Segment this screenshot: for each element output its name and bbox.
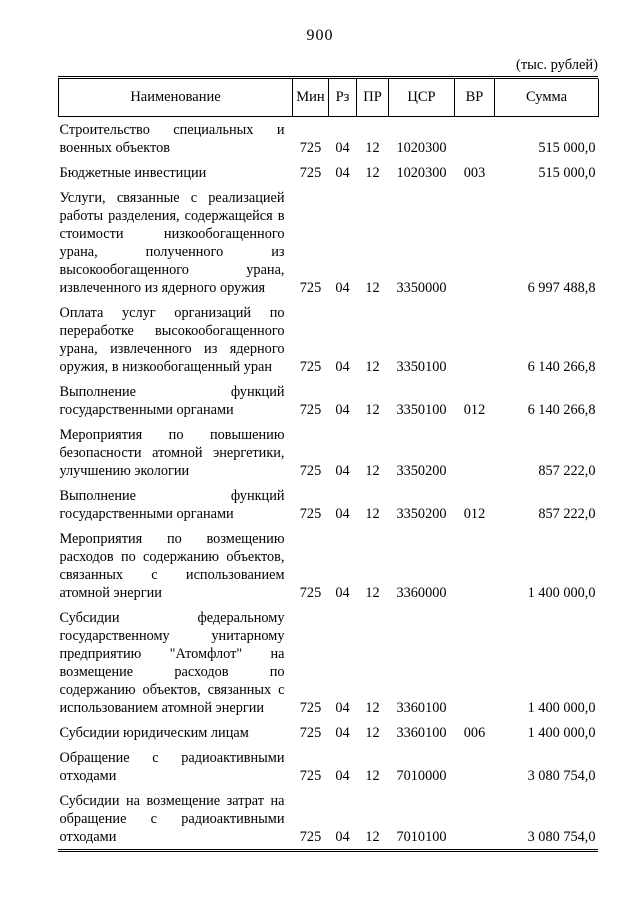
cell-pr: 12 — [365, 700, 380, 716]
cell-pr: 12 — [365, 280, 380, 296]
cell-csr: 3360100 — [396, 725, 447, 741]
cell-vr — [455, 422, 495, 483]
cell-vr — [455, 185, 495, 300]
cell-csr: 3350200 — [396, 506, 447, 522]
cell-name: Выполнение функций государственными органами — [59, 384, 285, 418]
cell-vr: 012 — [463, 506, 486, 522]
cell-csr: 7010000 — [396, 768, 447, 784]
cell-name: Мероприятия по возмещению расходов по содержанию объектов, связанных с использованием атомной энергии — [59, 531, 285, 601]
cell-rz: 04 — [335, 463, 350, 479]
table-row — [59, 745, 599, 788]
cell-name: Мероприятия по повышению безопасности атомной энергетики, улучшению экологии — [59, 427, 285, 479]
cell-rz: 04 — [335, 506, 350, 522]
table-row — [59, 422, 599, 483]
cell-min: 725 — [299, 585, 322, 601]
table-row — [59, 605, 599, 720]
cell-pr: 12 — [365, 140, 380, 156]
cell-name: Строительство специальных и военных объектов — [59, 122, 285, 156]
cell-sum: 6 140 266,8 — [527, 359, 596, 375]
cell-name: Субсидии федеральному государственному унитарному предприятию "Атомфлот" на возмещение расходов по содержанию объектов, связанных с использованием атомной энергии — [59, 610, 285, 716]
cell-pr: 12 — [365, 725, 380, 741]
budget-table — [58, 76, 598, 852]
units-note: (тыс. рублей) — [516, 57, 598, 73]
cell-vr: 003 — [463, 165, 486, 181]
cell-name: Выполнение функций государственными органами — [59, 488, 285, 522]
cell-sum: 1 400 000,0 — [527, 585, 596, 601]
table-row — [59, 117, 599, 161]
table-row — [59, 788, 599, 849]
cell-name: Субсидии на возмещение затрат на обращение с радиоактивными отходами — [59, 793, 285, 845]
cell-vr — [455, 788, 495, 849]
cell-csr: 7010100 — [396, 829, 447, 845]
cell-vr — [455, 605, 495, 720]
cell-min: 725 — [299, 829, 322, 845]
cell-sum: 515 000,0 — [538, 140, 596, 156]
header-cell-min: Мин — [293, 79, 329, 117]
table-row — [59, 160, 599, 185]
cell-rz: 04 — [335, 829, 350, 845]
cell-pr: 12 — [365, 165, 380, 181]
cell-rz: 04 — [335, 700, 350, 716]
cell-min: 725 — [299, 359, 322, 375]
cell-sum: 3 080 754,0 — [527, 829, 596, 845]
cell-rz: 04 — [335, 402, 350, 418]
table-row — [59, 185, 599, 300]
cell-sum: 6 997 488,8 — [527, 280, 596, 296]
cell-min: 725 — [299, 700, 322, 716]
cell-csr: 3350100 — [396, 359, 447, 375]
table-row — [59, 300, 599, 379]
cell-sum: 857 222,0 — [538, 463, 596, 479]
budget-table-grid — [58, 79, 599, 849]
cell-name: Бюджетные инвестиции — [59, 165, 207, 181]
header-cell-rz: Рз — [329, 79, 357, 117]
cell-vr — [455, 117, 495, 161]
cell-rz: 04 — [335, 585, 350, 601]
header-cell-name: Наименование — [59, 79, 293, 117]
cell-min: 725 — [299, 402, 322, 418]
table-header-row — [59, 79, 599, 117]
cell-vr — [455, 526, 495, 605]
cell-csr: 1020300 — [396, 165, 447, 181]
cell-min: 725 — [299, 140, 322, 156]
cell-csr: 3350200 — [396, 463, 447, 479]
table-row — [59, 483, 599, 526]
cell-rz: 04 — [335, 140, 350, 156]
cell-min: 725 — [299, 165, 322, 181]
cell-vr: 006 — [463, 725, 486, 741]
cell-csr: 1020300 — [396, 140, 447, 156]
cell-pr: 12 — [365, 359, 380, 375]
cell-vr — [455, 745, 495, 788]
cell-pr: 12 — [365, 463, 380, 479]
cell-rz: 04 — [335, 725, 350, 741]
cell-min: 725 — [299, 725, 322, 741]
cell-name: Услуги, связанные с реализацией работы разделения, содержащейся в стоимости низкообогащенного урана, полученного из высокообогащенного урана, извлеченного из ядерного оружия — [59, 190, 285, 296]
cell-name: Оплата услуг организаций по переработке высокообогащенного урана, извлеченного из ядерного оружия, в низкообогащенный уран — [59, 305, 285, 375]
header-cell-sum: Сумма — [495, 79, 599, 117]
cell-name: Субсидии юридическим лицам — [59, 725, 249, 741]
table-body — [59, 117, 599, 850]
cell-pr: 12 — [365, 585, 380, 601]
page-number: 900 — [306, 27, 334, 44]
cell-sum: 6 140 266,8 — [527, 402, 596, 418]
cell-name: Обращение с радиоактивными отходами — [59, 750, 285, 784]
table-row — [59, 379, 599, 422]
cell-sum: 515 000,0 — [538, 165, 596, 181]
cell-min: 725 — [299, 506, 322, 522]
cell-rz: 04 — [335, 768, 350, 784]
cell-csr: 3350100 — [396, 402, 447, 418]
cell-sum: 3 080 754,0 — [527, 768, 596, 784]
header-cell-pr: ПР — [357, 79, 389, 117]
cell-sum: 1 400 000,0 — [527, 725, 596, 741]
cell-rz: 04 — [335, 359, 350, 375]
table-row — [59, 720, 599, 745]
cell-min: 725 — [299, 463, 322, 479]
cell-pr: 12 — [365, 768, 380, 784]
cell-rz: 04 — [335, 165, 350, 181]
header-cell-csr: ЦСР — [389, 79, 455, 117]
cell-csr: 3360000 — [396, 585, 447, 601]
cell-pr: 12 — [365, 402, 380, 418]
cell-pr: 12 — [365, 506, 380, 522]
cell-min: 725 — [299, 768, 322, 784]
cell-rz: 04 — [335, 280, 350, 296]
table-row — [59, 526, 599, 605]
cell-sum: 857 222,0 — [538, 506, 596, 522]
cell-pr: 12 — [365, 829, 380, 845]
cell-min: 725 — [299, 280, 322, 296]
cell-vr: 012 — [463, 402, 486, 418]
cell-csr: 3350000 — [396, 280, 447, 296]
cell-sum: 1 400 000,0 — [527, 700, 596, 716]
header-cell-vr: ВР — [455, 79, 495, 117]
cell-vr — [455, 300, 495, 379]
cell-csr: 3360100 — [396, 700, 447, 716]
